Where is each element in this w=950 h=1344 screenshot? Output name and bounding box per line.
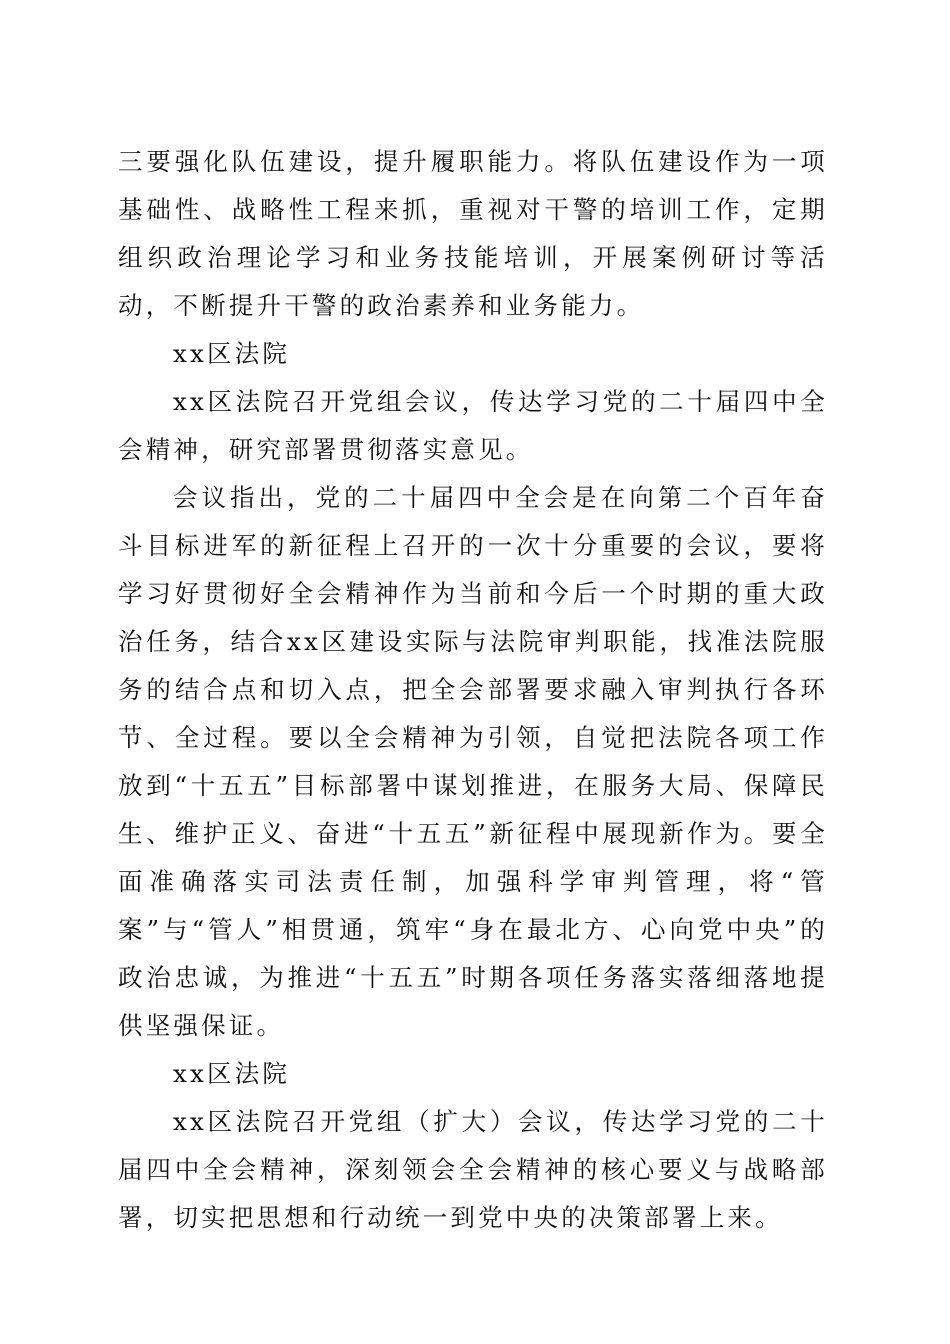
section-heading-court-1: xx区法院 — [173, 339, 291, 368]
section-heading-court-2: xx区法院 — [173, 1059, 291, 1088]
paragraph-meeting-points: 会议指出，党的二十届四中全会是在向第二个百年奋斗目标进军的新征程上召开的一次十分重要的会议，要将学习好贯彻好全会精神作为当前和今后一个时期的重大政治任务，结合xx区建设实际与法院审判职能，找准法院服务的结合点和切入点，把全会部署要求融入审判执行各环节、全过程。要以全会精神为引领，自觉把法院各项工作放到“十五五”目标部署中谋划推进，在服务大局、保障民生、维护正义、奋进“十五五”新征程中展现新作为。要全面准确落实司法责任制，加强科学审判管理，将“管案”与“管人”相贯通，筑牢“身在最北方、心向党中央”的政治忠诚，为推进“十五五”时期各项任务落实落细落地提供坚强保证。 — [118, 483, 828, 1040]
document-body — [118, 138, 828, 1242]
paragraph-expanded-meeting: xx区法院召开党组（扩大）会议，传达学习党的二十届四中全会精神，深刻领会全会精神的核心要义与战略部署，切实把思想和行动统一到党中央的决策部署上来。 — [118, 1107, 828, 1232]
paragraph-team-building: 三要强化队伍建设，提升履职能力。将队伍建设作为一项基础性、战略性工程来抓，重视对干警的培训工作，定期组织政治理论学习和业务技能培训，开展案例研讨等活动，不断提升干警的政治素养和业务能力。 — [118, 147, 828, 320]
paragraph-party-meeting: xx区法院召开党组会议，传达学习党的二十届四中全会精神，研究部署贯彻落实意见。 — [118, 387, 828, 464]
